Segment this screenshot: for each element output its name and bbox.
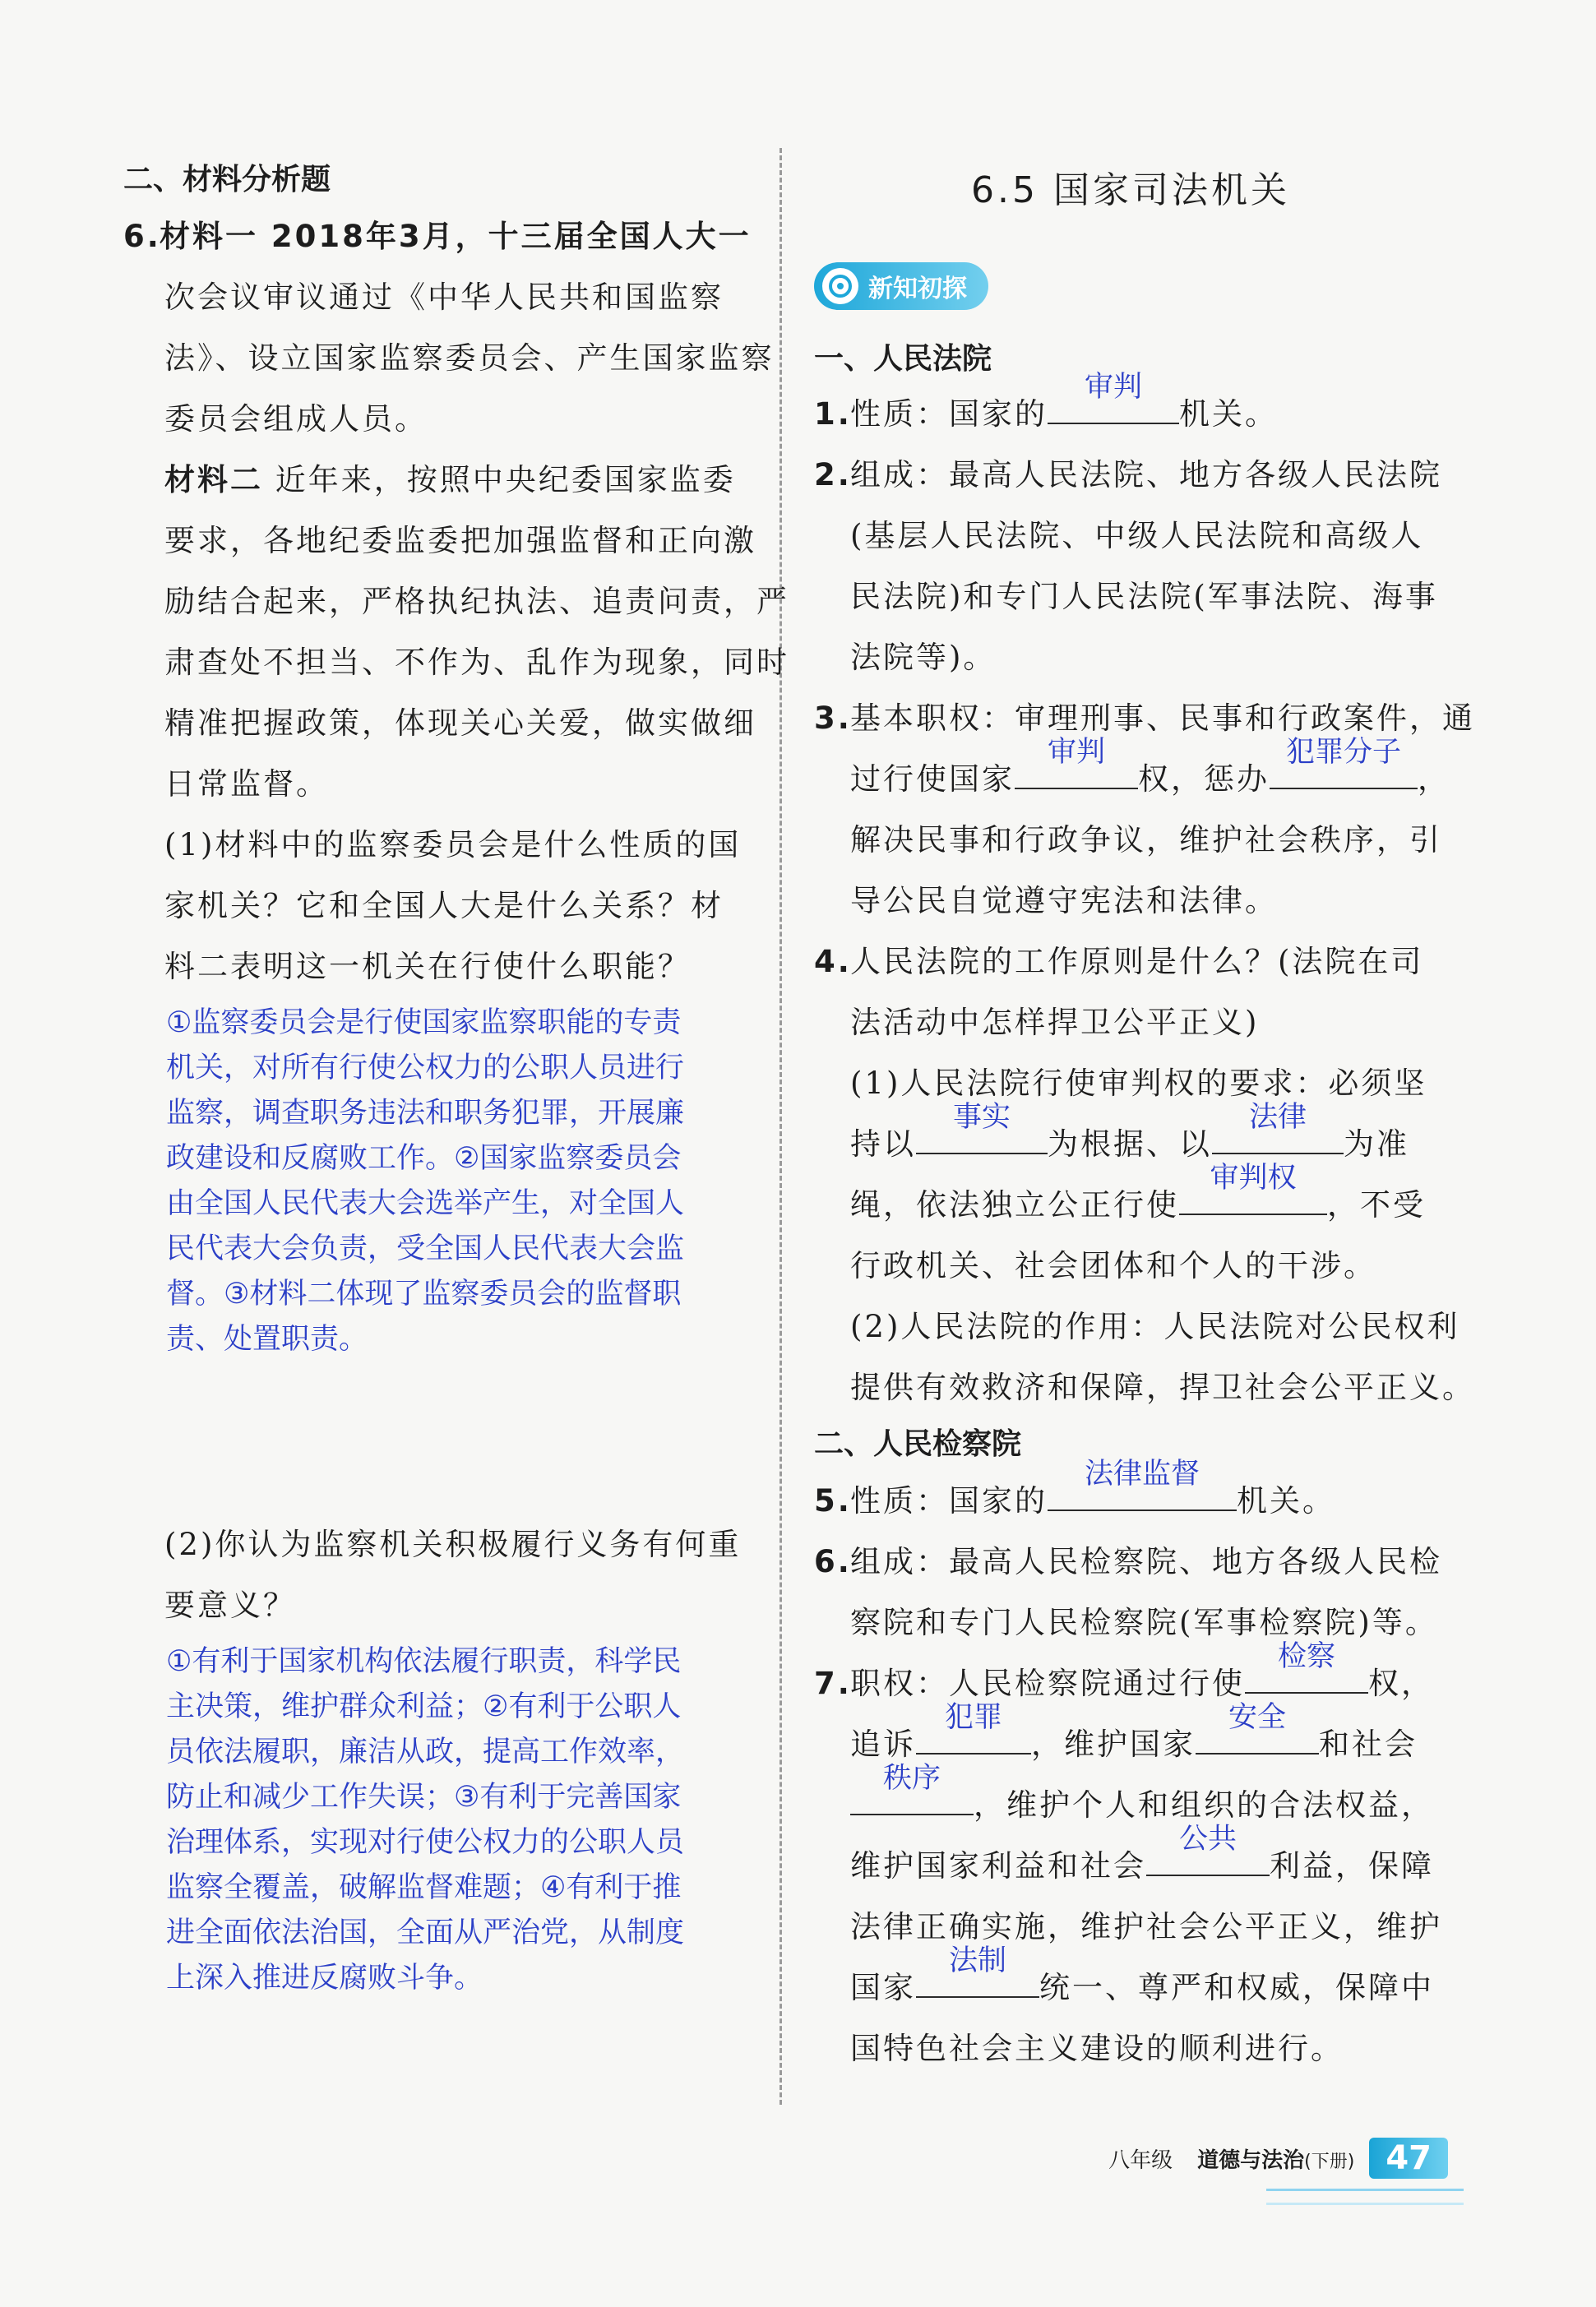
blank: 公共 (1146, 1842, 1270, 1876)
blank: 安全 (1196, 1720, 1319, 1755)
answer-1: ①监察委员会是行使国家监察职能的专责 机关，对所有行使公权力的公职人员进行 监察，调查职务违法和职务犯罪，开展廉 政建设和反腐败工作。②国家监察委员会 由全国人民代表大会选举产生，对全国人 民代表大会负责，受全国人民代表大会监 督。③材料二体现了监察委员会的监督职 责、处置职责。 (166, 1006, 685, 1356)
page-footer (1108, 2138, 1448, 2179)
section-procuratorate: 二、人民检察院 (814, 1427, 1022, 1461)
item-5: 5.性质：国家的 法律监督 机关。 (814, 1458, 1335, 1519)
blank: 检察 (1245, 1659, 1368, 1694)
blank: 犯罪分子 (1270, 755, 1418, 789)
q6-line: 6.材料一 2018年3月，十三届全国人大一 (123, 206, 756, 267)
grade-label: 八年级 (1108, 2147, 1173, 2173)
blank: 犯罪 (916, 1720, 1031, 1755)
page-number: 47 (1369, 2138, 1448, 2179)
badge-label: 新知初探 (868, 275, 967, 303)
section-court: 一、人民法院 (814, 342, 992, 376)
sub-question-2: (2)你认为监察机关积极履行义务有何重 (164, 1527, 742, 1562)
footer-decoration (1266, 2189, 1464, 2205)
sub-question-1: 料二表明这一机关在行使什么职能？ (164, 949, 691, 984)
left-column (123, 156, 789, 2001)
blank: 审判权 (1179, 1181, 1327, 1215)
sub-question-2: 要意义？ (164, 1588, 296, 1623)
target-icon (822, 268, 858, 304)
q6-line: 委员会组成人员。 (164, 401, 428, 437)
item-7: 7.职权：人民检察院通过行使 检察 权， (814, 1640, 1434, 1701)
blank: 审判 (1048, 390, 1179, 424)
question-number: 6. (123, 219, 161, 254)
blank: 秩序 (850, 1781, 974, 1815)
blank: 审判 (1015, 755, 1138, 789)
question-6 (123, 206, 789, 2001)
m2-line: 要求，各地纪委监委把加强监督和正向激 (164, 523, 756, 558)
item-4: 4.人民法院的工作原则是什么？(法院在司 (814, 944, 1424, 979)
item-3: 3.基本职权：审理刑事、民事和行政案件，通 (814, 700, 1475, 736)
m2-line: 励结合起来，严格执纪执法、追责问责，严 (164, 584, 789, 619)
q6-line: 法》、设立国家监察委员会、产生国家监察 (164, 340, 775, 376)
subject-label: 道德与法治(下册) (1197, 2147, 1355, 2173)
lesson-title: 6.5 国家司法机关 (971, 169, 1290, 211)
q6-line: 次会议审议通过《中华人民共和国监察 (164, 280, 724, 315)
sub-question-1: 家机关？它和全国人大是什么关系？材 (164, 888, 724, 923)
material-label: 材料二 (164, 462, 263, 497)
m2-line: 材料二 近年来，按照中央纪委国家监委 (164, 462, 736, 497)
blank: 事实 (916, 1120, 1048, 1154)
item-1: 1.性质：国家的 审判 机关。 (814, 371, 1278, 432)
m2-line: 精准把握政策，体现关心关爱，做实做细 (164, 705, 756, 741)
new-knowledge-badge (814, 262, 988, 310)
answer-2: ①有利于国家机构依法履行职责，科学民 主决策，维护群众利益；②有利于公职人 员依法履职，廉洁从政，提高工作效率， 防止和减少工作失误；③有利于完善国家 治理体系，实现对行使公权力的公职人员 监察全覆盖，破解监督难题；④有利于推 进全面依法治国，全面从严治党，从制度 上深入推进反腐败斗争。 (166, 1645, 685, 1995)
column-divider (779, 148, 782, 2105)
m2-line: 日常监督。 (164, 766, 329, 802)
item-6: 6.组成：最高人民检察院、地方各级人民检 (814, 1544, 1442, 1579)
blank: 法制 (916, 1963, 1039, 1998)
sub-question-1: (1)材料中的监察委员会是什么性质的国 (164, 827, 742, 862)
m2-line: 肃查处不担当、不作为、乱作为现象，同时 (164, 645, 789, 680)
item-2: 2.组成：最高人民法院、地方各级人民法院 (814, 457, 1442, 492)
blank: 法律监督 (1048, 1477, 1237, 1511)
section-title: 二、材料分析题 (123, 163, 331, 196)
right-column: 6.5 国家司法机关 新知初探 一、人民法院 1.性质：国家的 审判 机关。 2.组成：最高人民法院、地方各级人民法院 (基层人民法院、中级人民法院和高级人 民法院)和专门人民法院(军事法院、海事 法院等)。 3.基本职权：审理刑事、民事和行政案件，通 过行使国家 审判 权，惩办 犯罪分子 ， 解决民事和行政争议，维护社会秩序，引 导公民自觉遵守宪法和法律。 4.人民法院的工作原则是什么？(法院在司 法活动中怎样捍卫公平正义) (1)人民法院行使审判权的要求：必须坚 持以 事实 为根据、以 法律 为准 绳，依法独立公正行使 审判权 ，不受 行政机关、社会团体和个人的干涉。 (2)人民法院的作用：人民法院对公民权利 提供有效救济和保障，捍卫社会公平正义。 二、人民检察院 5.性质：国家的 法律监督 机关。 6.组成：最高人民检察院、地方各级人民检 察院和专门人民检察院(军事检察院)等。 7.职权：人民检察院通过行使 检察 权， 追诉 犯罪 ，维护国家 安全 和社会 秩序 ，维护个人和组织的合法权益， 维护国家利益和社会 公共 利益，保障 法律正确实施，维护社会公平正义，维护 国家 法制 统一、尊严和权威，保障中 国特色社会主义建设的顺利进行。 (814, 160, 1447, 2079)
blank: 法律 (1212, 1120, 1344, 1154)
